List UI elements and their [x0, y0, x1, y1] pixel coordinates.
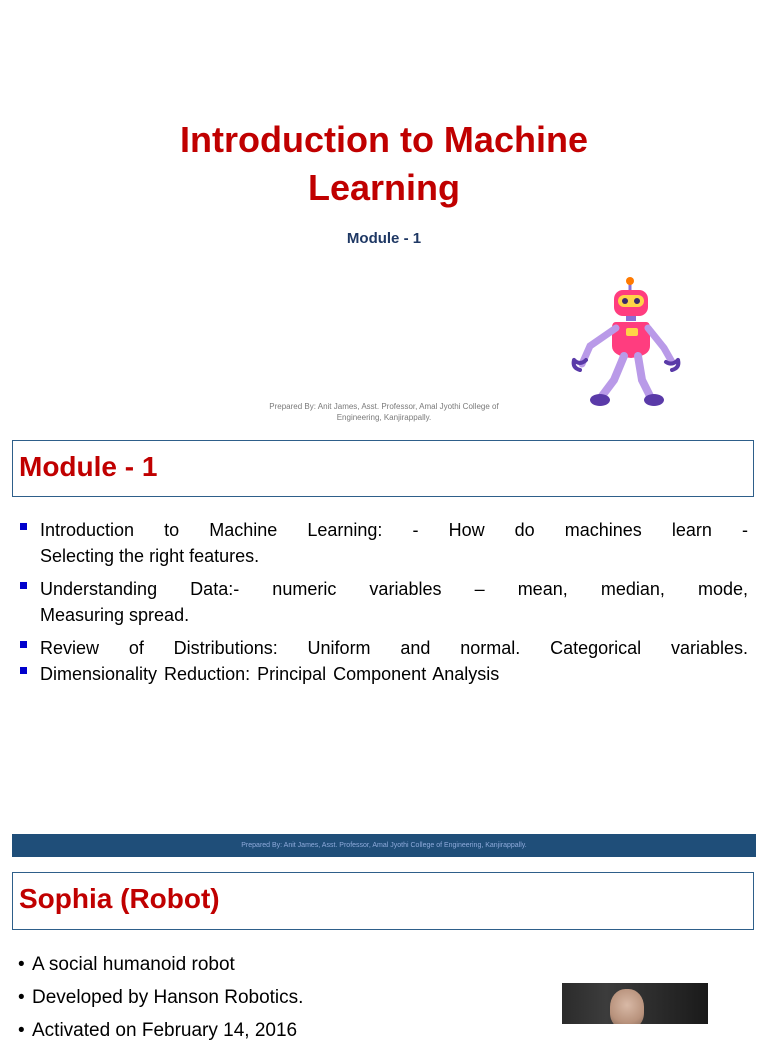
bullet-line-1: Review of Distributions: Uniform and normal. Categorical variables. — [40, 638, 748, 658]
bullet-line-2: Measuring spread. — [40, 605, 190, 625]
sophia-robot-photo — [562, 983, 708, 1024]
list-item — [16, 1014, 556, 1047]
slide-subtitle: Module - 1 — [346, 230, 422, 247]
sophia-bullet-list — [16, 948, 556, 1047]
sophia-title: Sophia (Robot) — [19, 883, 220, 914]
bullet-text: Activated on February 14, 2016 — [32, 1020, 298, 1041]
bullet-square-icon — [20, 641, 27, 648]
list-item — [16, 948, 556, 981]
list-item — [18, 517, 748, 569]
title-slide — [0, 0, 768, 430]
bullet-square-icon — [20, 667, 27, 674]
list-item — [18, 661, 748, 687]
bullet-line-1: Understanding Data:- numeric variables – mean, median, mode, — [40, 579, 748, 599]
module-title: Module - 1 — [19, 451, 158, 482]
robot-face-icon — [610, 989, 644, 1024]
list-item — [18, 635, 748, 661]
robot-illustration-icon — [560, 276, 690, 412]
bullet-line-1: Dimensionality Reduction: Principal Component Analysis — [40, 664, 500, 684]
slide-title — [0, 116, 768, 212]
list-item — [16, 981, 556, 1014]
bullet-line-1: Introduction to Machine Learning: - How do machines learn - — [40, 520, 748, 540]
sophia-title-box — [12, 872, 754, 930]
module-bullet-list — [18, 517, 748, 687]
bullet-dot-icon: • — [18, 1020, 25, 1041]
module-title-box — [12, 440, 754, 497]
bullet-dot-icon: • — [18, 987, 25, 1008]
bullet-dot-icon: • — [18, 954, 25, 975]
bullet-text: A social humanoid robot — [32, 954, 235, 975]
prepared-by-note — [250, 401, 518, 423]
bullet-square-icon — [20, 582, 27, 589]
bullet-square-icon — [20, 523, 27, 530]
slide-footer: Prepared By: Anit James, Asst. Professor, Amal Jyothi College of Engineering, Kanjirappally. — [12, 834, 756, 857]
title-line-1: Introduction to Machine — [180, 119, 588, 160]
prepared-line-1: Prepared By: Anit James, Asst. Professor, Amal Jyothi College of — [269, 402, 499, 411]
list-item — [18, 576, 748, 628]
prepared-line-2: Engineering, Kanjirappally. — [336, 413, 432, 422]
bullet-line-2: Selecting the right features. — [40, 546, 260, 566]
title-line-2: Learning — [307, 167, 460, 208]
bullet-text: Developed by Hanson Robotics. — [32, 987, 304, 1008]
